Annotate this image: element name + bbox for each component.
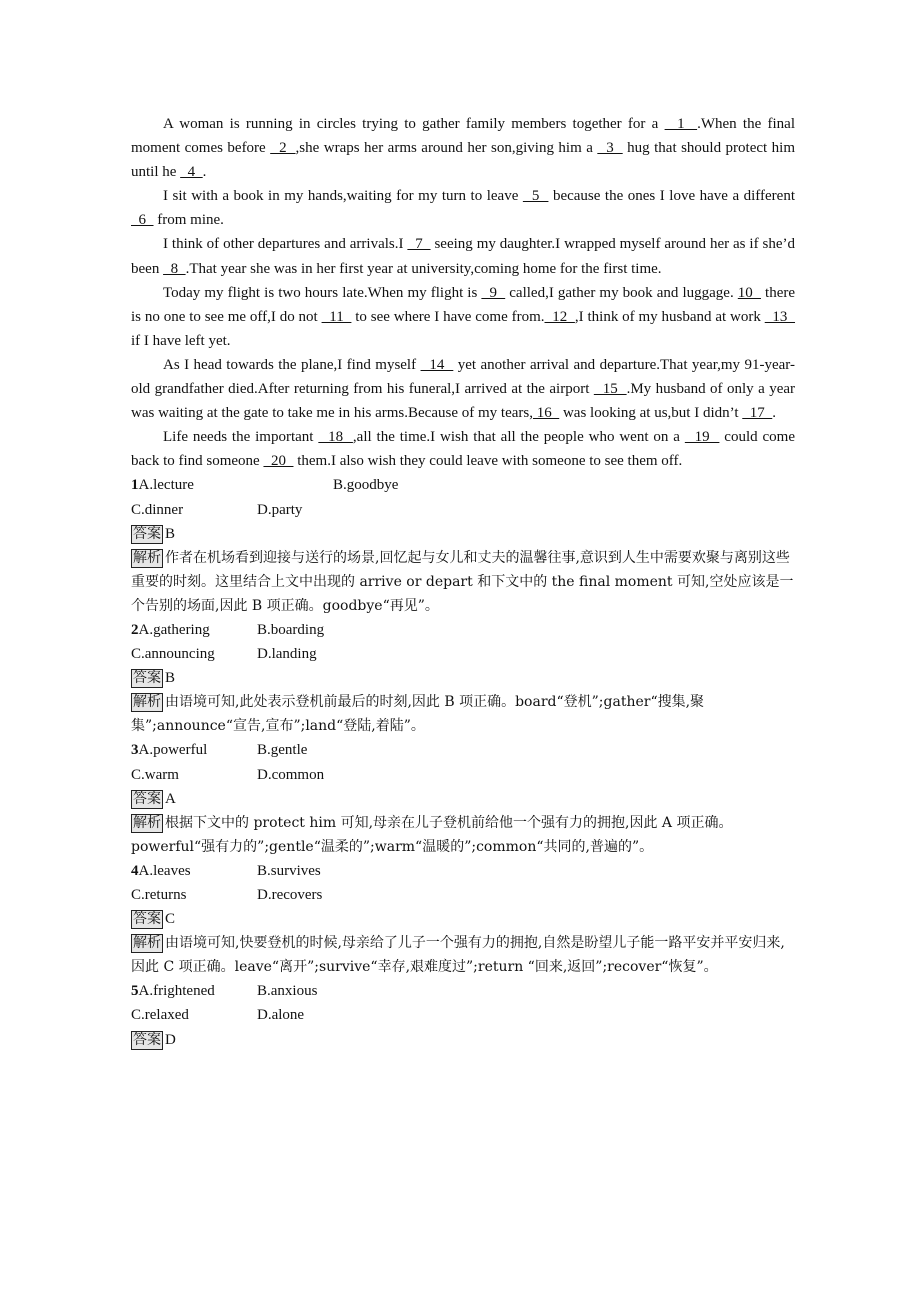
passage-paragraph xyxy=(131,425,795,473)
passage-paragraph xyxy=(131,281,795,353)
answer-value: B xyxy=(165,525,176,542)
analysis-tag: 解析 xyxy=(133,549,161,566)
passage-text: them.I also wish they could leave with someone to see them off. xyxy=(293,453,683,470)
blank-number: 16 xyxy=(532,405,560,422)
blank-number: 2 xyxy=(270,140,296,157)
analysis-block xyxy=(131,546,795,618)
blank-number: 15 xyxy=(593,381,627,398)
analysis-block xyxy=(131,811,795,859)
option-cell xyxy=(131,979,257,1003)
option-d: D.alone xyxy=(257,1007,305,1024)
option-row xyxy=(131,859,795,883)
passage-text: A woman is running in circles trying to gather family members together for a xyxy=(163,116,665,132)
passage-text: seeing my daughter.I wrapped myself around her as if she’d been xyxy=(131,236,795,277)
analysis-tag: 解析 xyxy=(133,935,161,952)
blank-number: 4 xyxy=(180,164,203,181)
cloze-passage xyxy=(131,112,795,473)
option-c: C.relaxed xyxy=(131,1007,189,1024)
option-c: C.warm xyxy=(131,766,179,783)
question-number: 5 xyxy=(131,983,139,1000)
answer-tag: 答案 xyxy=(133,1031,161,1048)
answer-value: C xyxy=(165,911,176,928)
option-row xyxy=(131,473,795,497)
passage-text: . xyxy=(772,405,777,422)
answer-line xyxy=(131,907,795,931)
passage-text: .My husband of only a year was waiting at the gate to take me in his arms.Because of my tears, xyxy=(131,381,796,422)
passage-text: .When the final moment comes before xyxy=(131,116,795,157)
option-cell xyxy=(131,618,257,642)
passage-text: hug that should protect him until he xyxy=(131,140,795,181)
passage-text: Today my flight is two hours late.When my flight is xyxy=(163,284,482,301)
option-a: A.frightened xyxy=(138,983,215,1000)
option-cell xyxy=(131,859,257,883)
blank-number: 1 xyxy=(664,116,698,132)
option-d: D.common xyxy=(257,766,325,783)
passage-text: because the ones I love have a different xyxy=(548,188,795,205)
analysis-text: 作者在机场看到迎接与送行的场景,回忆起与女儿和丈夫的温馨往事,意识到人生中需要欢聚与离别这些重要的时刻。这里结合上文中出现的 arrive or depart 和下文中的 the final moment 可知,空处应该是一个告别的场面,因此 B 项正确。goodbye“再见”。 xyxy=(131,549,794,614)
answer-value: D xyxy=(165,1031,176,1048)
passage-paragraph xyxy=(131,353,795,425)
passage-text: there is no one to see me off,I do not xyxy=(131,284,796,325)
blank-number: 6 xyxy=(131,212,154,229)
blank-number: 10 xyxy=(737,284,761,301)
blank-number: 8 xyxy=(163,260,186,277)
option-row xyxy=(131,1003,795,1027)
passage-text: .That year she was in her first year at university,coming home for the first time. xyxy=(185,260,662,277)
option-b: B.anxious xyxy=(257,983,318,1000)
question-number: 1 xyxy=(131,477,139,494)
option-a: A.lecture xyxy=(138,477,194,494)
answer-tag: 答案 xyxy=(133,525,161,542)
option-a: A.gathering xyxy=(138,621,210,638)
passage-text: Life needs the important xyxy=(163,429,319,446)
option-b: B.survives xyxy=(257,862,321,879)
analysis-block xyxy=(131,690,795,738)
question-number: 2 xyxy=(131,621,139,638)
passage-text: As I head towards the plane,I find myself xyxy=(163,356,421,373)
option-d: D.landing xyxy=(257,646,317,663)
passage-text: ,all the time.I wish that all the people who went on a xyxy=(352,429,685,446)
passage-paragraph xyxy=(131,232,795,280)
answer-line xyxy=(131,787,795,811)
option-b: B.goodbye xyxy=(333,477,399,494)
blank-number: 3 xyxy=(597,140,623,157)
answer-value: B xyxy=(165,670,176,687)
blank-number: 5 xyxy=(522,188,549,205)
passage-paragraph xyxy=(131,184,795,232)
option-a: A.powerful xyxy=(138,742,208,759)
analysis-text: 由语境可知,快要登机的时候,母亲给了儿子一个强有力的拥抱,自然是盼望儿子能一路平安并平安归来,因此 C 项正确。leave“离开”;survive“幸存,艰难度过”;return “回来,返回”;recover“恢复”。 xyxy=(131,935,785,976)
option-a: A.leaves xyxy=(138,862,191,879)
answer-tag: 答案 xyxy=(133,790,161,807)
option-cell xyxy=(131,738,257,762)
analysis-tag: 解析 xyxy=(133,814,161,831)
answer-tag: 答案 xyxy=(133,911,161,928)
passage-text: ,she wraps her arms around her son,giving him a xyxy=(295,140,598,157)
blank-number: 20 xyxy=(263,453,294,470)
option-row xyxy=(131,642,795,666)
answer-line xyxy=(131,522,795,546)
blank-number: 18 xyxy=(318,429,353,446)
document-page xyxy=(131,112,795,1052)
passage-paragraph xyxy=(131,112,795,184)
passage-text: . xyxy=(202,164,207,181)
option-row xyxy=(131,498,795,522)
answer-line xyxy=(131,666,795,690)
option-c: C.dinner xyxy=(131,501,184,518)
option-b: B.gentle xyxy=(257,742,308,759)
passage-text: to see where I have come from. xyxy=(351,308,545,325)
option-c: C.announcing xyxy=(131,646,215,663)
passage-text: yet another arrival and departure.That year,my 91-year-old grandfather died.After returning from his funeral,I arrived at the airport xyxy=(131,356,795,398)
answer-tag: 答案 xyxy=(133,670,161,687)
analysis-block xyxy=(131,931,795,979)
passage-text: could come back to find someone xyxy=(131,429,795,470)
passage-text: called,I gather my book and luggage. xyxy=(505,284,738,301)
option-row xyxy=(131,763,795,787)
blank-number: 9 xyxy=(481,284,506,301)
blank-number: 17 xyxy=(742,405,773,422)
passage-text: I sit with a book in my hands,waiting for my turn to leave xyxy=(163,188,523,205)
analysis-text: 由语境可知,此处表示登机前最后的时刻,因此 B 项正确。board“登机”;gather“搜集,聚集”;announce“宣告,宣布”;land“登陆,着陆”。 xyxy=(131,694,705,735)
answer-line xyxy=(131,1028,795,1052)
blank-number: 19 xyxy=(684,429,720,446)
passage-text: was looking at us,but I didn’t xyxy=(559,405,743,422)
blank-number: 13 xyxy=(764,308,796,325)
analysis-text: 根据下文中的 protect him 可知,母亲在儿子登机前给他一个强有力的拥抱,因此 A 项正确。powerful“强有力的”;gentle“温柔的”;warm“温暖的”;common“共同的,普遍的”。 xyxy=(131,814,733,855)
option-cell xyxy=(131,473,333,497)
blank-number: 11 xyxy=(321,308,352,325)
option-row xyxy=(131,979,795,1003)
option-row xyxy=(131,618,795,642)
answer-value: A xyxy=(165,790,176,807)
analysis-tag: 解析 xyxy=(133,694,161,711)
blank-number: 12 xyxy=(544,308,575,325)
blank-number: 14 xyxy=(420,356,454,373)
passage-text: if I have left yet. xyxy=(131,332,231,349)
option-b: B.boarding xyxy=(257,621,325,638)
option-c: C.returns xyxy=(131,887,187,903)
blank-number: 7 xyxy=(407,236,431,253)
option-row xyxy=(131,738,795,762)
passage-text: I think of other departures and arrivals.I xyxy=(163,236,408,253)
question-number: 4 xyxy=(131,862,139,879)
option-d: D.party xyxy=(257,501,303,518)
question-number: 3 xyxy=(131,742,139,759)
passage-text: ,I think of my husband at work xyxy=(574,308,765,325)
option-d: D.recovers xyxy=(257,887,323,903)
question-list xyxy=(131,473,795,1051)
option-row xyxy=(131,883,795,907)
passage-text: from mine. xyxy=(153,212,224,229)
